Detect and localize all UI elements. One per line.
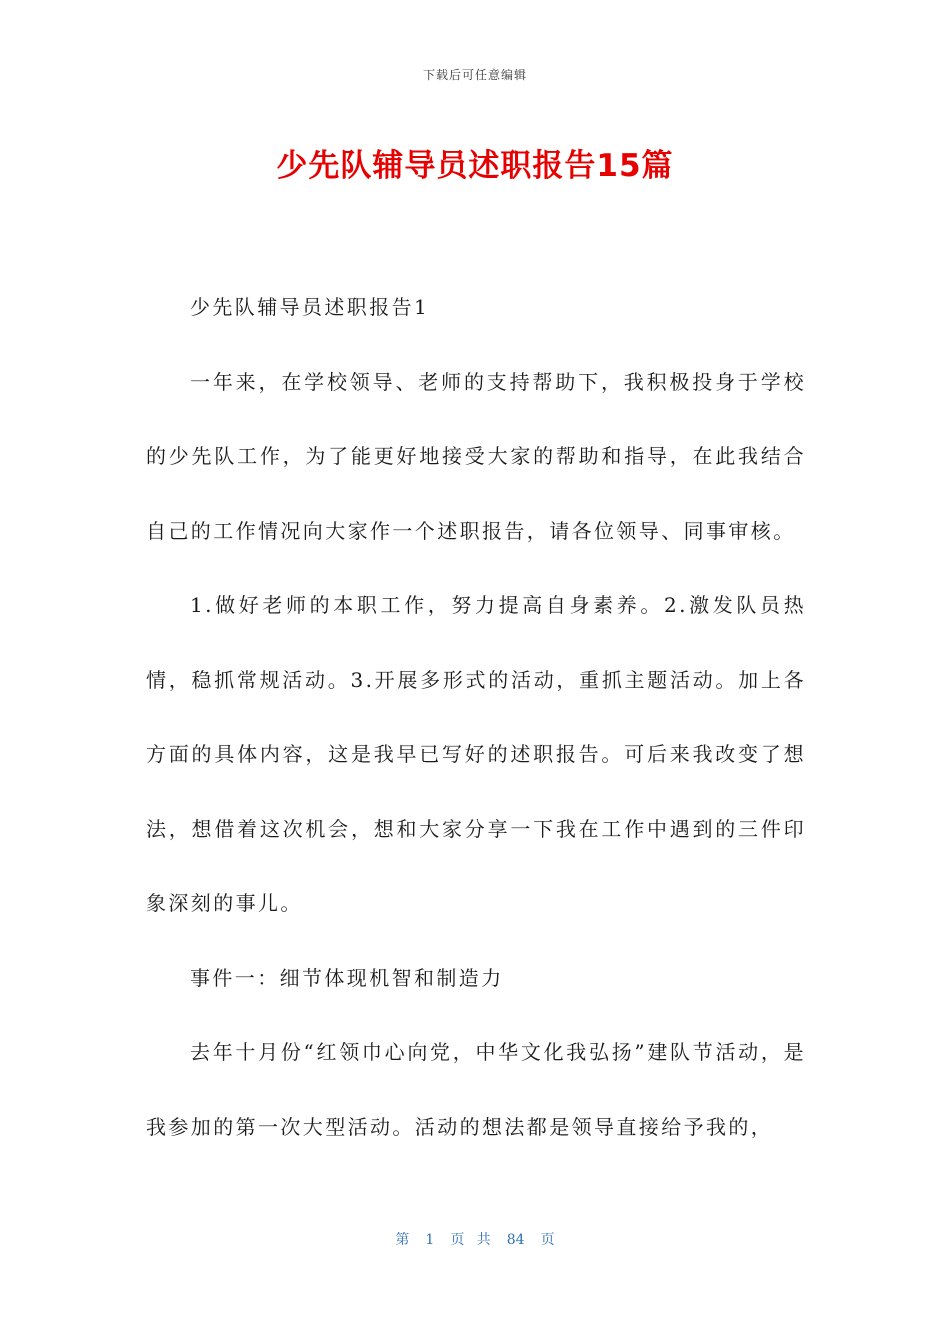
footer-total-pages: 84: [506, 1232, 525, 1248]
section-heading: 少先队辅导员述职报告1: [190, 295, 430, 319]
footer-label-page: 第: [395, 1232, 410, 1248]
paragraph: 1.做好老师的本职工作，努力提高自身素养。2.激发队员热情，稳抓常规活动。3.开展多形式的活动，重抓主题活动。加上各方面的具体内容，这是我早已写好的述职报告。可后来我改变了想法，想借着这次机会，想和大家分享一下我在工作中遇到的三件印象深刻的事儿。: [146, 593, 806, 915]
footer-label-end: 页: [540, 1232, 555, 1248]
footer-label-total: 页 共: [450, 1232, 491, 1248]
document-body: [146, 270, 806, 1164]
paragraph: 一年来，在学校领导、老师的支持帮助下，我积极投身于学校的少先队工作，为了能更好地接受大家的帮助和指导，在此我结合自己的工作情况向大家作一个述职报告，请各位领导、同事审核。: [146, 369, 806, 543]
section-heading: 事件一：细节体现机智和制造力: [190, 965, 504, 990]
footer-current-page: 1: [425, 1232, 435, 1248]
header-note: 下载后可任意编辑: [422, 68, 527, 82]
page-footer: [0, 1229, 950, 1249]
document-title: 少先队辅导员述职报告15篇: [276, 148, 674, 184]
paragraph: 去年十月份“红领巾心向党，中华文化我弘扬”建队节活动，是我参加的第一次大型活动。活动的想法都是领导直接给予我的，: [146, 1040, 806, 1139]
